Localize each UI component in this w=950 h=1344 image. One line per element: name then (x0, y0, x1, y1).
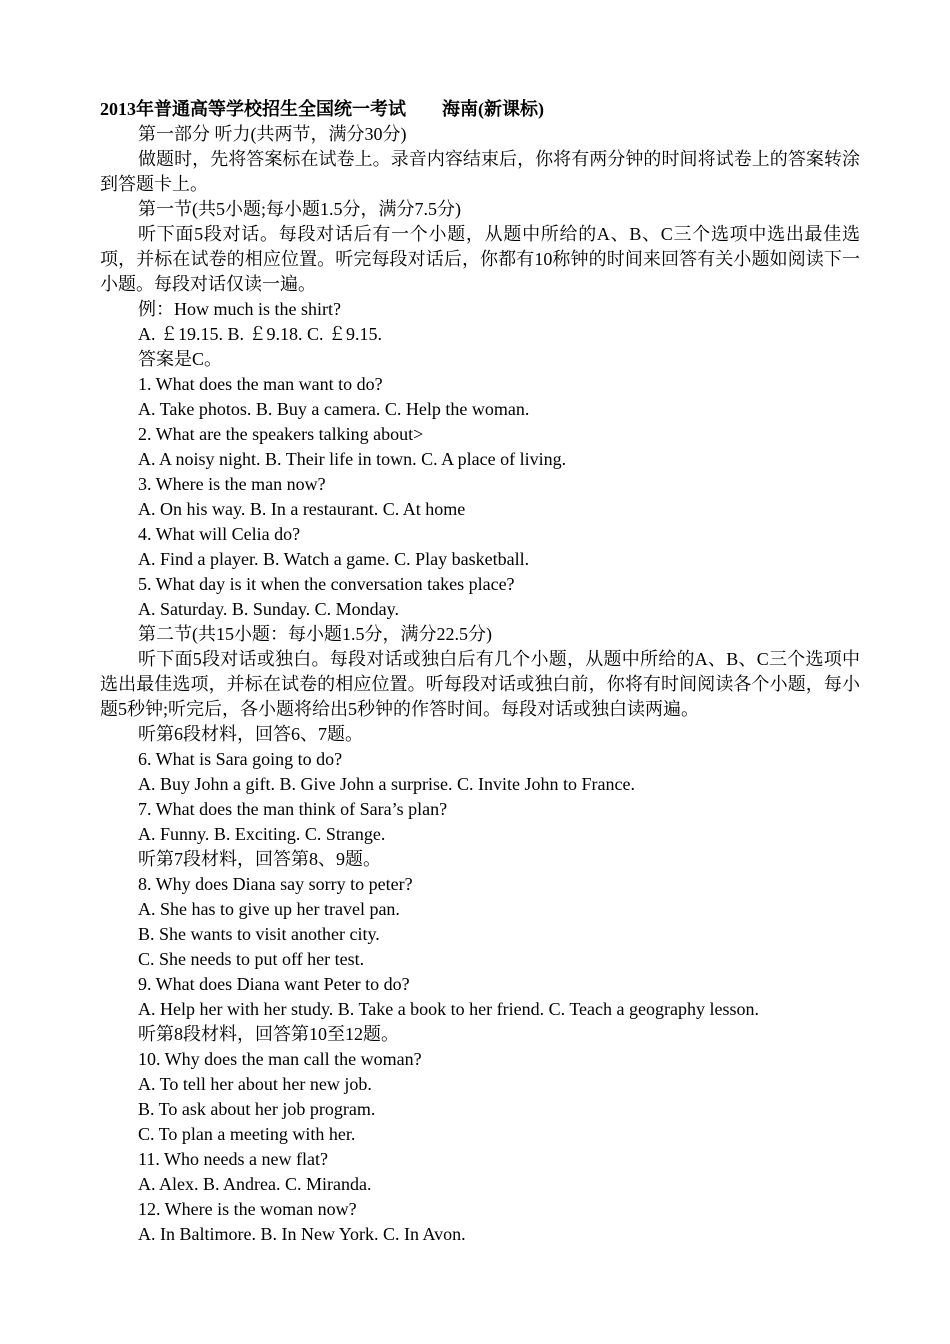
text-line: C. To plan a meeting with her. (138, 1124, 356, 1144)
text-line: A. To tell her about her new job. (138, 1074, 372, 1094)
text-line: A. Saturday. B. Sunday. C. Monday. (138, 599, 399, 619)
text-line: 7. What does the man think of Sara’s plan? (138, 799, 448, 819)
text-line: A. On his way. B. In a restaurant. C. At home (138, 499, 466, 519)
document-body (100, 122, 860, 1247)
text-line: 8. Why does Diana say sorry to peter? (138, 874, 413, 894)
text-line: 答案是C。 (138, 349, 223, 369)
text-line: A. She has to give up her travel pan. (138, 899, 400, 919)
page-title (100, 97, 860, 122)
paragraph: 做题时，先将答案标在试卷上。录音内容结束后，你将有两分钟的时间将试卷上的答案转涂到答题卡上。 (100, 149, 860, 194)
text-line: 第二节(共15小题：每小题1.5分，满分22.5分) (138, 624, 492, 644)
paragraph: 听下面5段对话。每段对话后有一个小题，从题中所给的A、B、C三个选项中选出最佳选项，并标在试卷的相应位置。听完每段对话后，你都有10称钟的时间来回答有关小题如阅读下一小题。每段对话仅读一遍。 (100, 224, 860, 294)
text-line: A. Take photos. B. Buy a camera. C. Help the woman. (138, 399, 530, 419)
text-line: 4. What will Celia do? (138, 524, 301, 544)
text-line: 12. Where is the woman now? (138, 1199, 357, 1219)
text-line: 听第8段材料，回答第10至12题。 (138, 1024, 399, 1044)
text-line: A. Help her with her study. B. Take a book to her friend. C. Teach a geography lesson. (138, 999, 759, 1019)
text-line: 第一部分 听力(共两节，满分30分) (138, 124, 407, 144)
paragraph: 听下面5段对话或独白。每段对话或独白后有几个小题，从题中所给的A、B、C三个选项中选出最佳选项，并标在试卷的相应位置。听每段对话或独白前，你将有时间阅读各个小题，每小题5秒钟;听完后，各小题将给出5秒钟的作答时间。每段对话或独白读两遍。 (100, 649, 860, 719)
title-main: 2013年普通高等学校招生全国统一考试 (100, 99, 406, 119)
text-line: 11. Who needs a new flat? (138, 1149, 328, 1169)
text-line: A. Find a player. B. Watch a game. C. Play basketball. (138, 549, 530, 569)
text-line: 例：How much is the shirt? (138, 299, 341, 319)
text-line: 听第6段材料，回答6、7题。 (138, 724, 363, 744)
text-line: 第一节(共5小题;每小题1.5分，满分7.5分) (138, 199, 461, 219)
text-line: B. To ask about her job program. (138, 1099, 376, 1119)
text-line: 3. Where is the man now? (138, 474, 326, 494)
text-line: 10. Why does the man call the woman? (138, 1049, 422, 1069)
text-line: 6. What is Sara going to do? (138, 749, 343, 769)
text-line: A. ￡19.15. B. ￡9.18. C. ￡9.15. (138, 324, 383, 344)
text-line: A. A noisy night. B. Their life in town. C. A place of living. (138, 449, 567, 469)
text-line: 听第7段材料，回答第8、9题。 (138, 849, 381, 869)
text-line: B. She wants to visit another city. (138, 924, 380, 944)
text-line: A. In Baltimore. B. In New York. C. In Avon. (138, 1224, 466, 1244)
text-line: A. Alex. B. Andrea. C. Miranda. (138, 1174, 372, 1194)
text-line: 1. What does the man want to do? (138, 374, 383, 394)
title-region: 海南(新课标) (442, 99, 544, 119)
text-line: 2. What are the speakers talking about> (138, 424, 424, 444)
text-line: 5. What day is it when the conversation takes place? (138, 574, 515, 594)
text-line: C. She needs to put off her test. (138, 949, 365, 969)
text-line: 9. What does Diana want Peter to do? (138, 974, 410, 994)
text-line: A. Buy John a gift. B. Give John a surprise. C. Invite John to France. (138, 774, 635, 794)
text-line: A. Funny. B. Exciting. C. Strange. (138, 824, 386, 844)
